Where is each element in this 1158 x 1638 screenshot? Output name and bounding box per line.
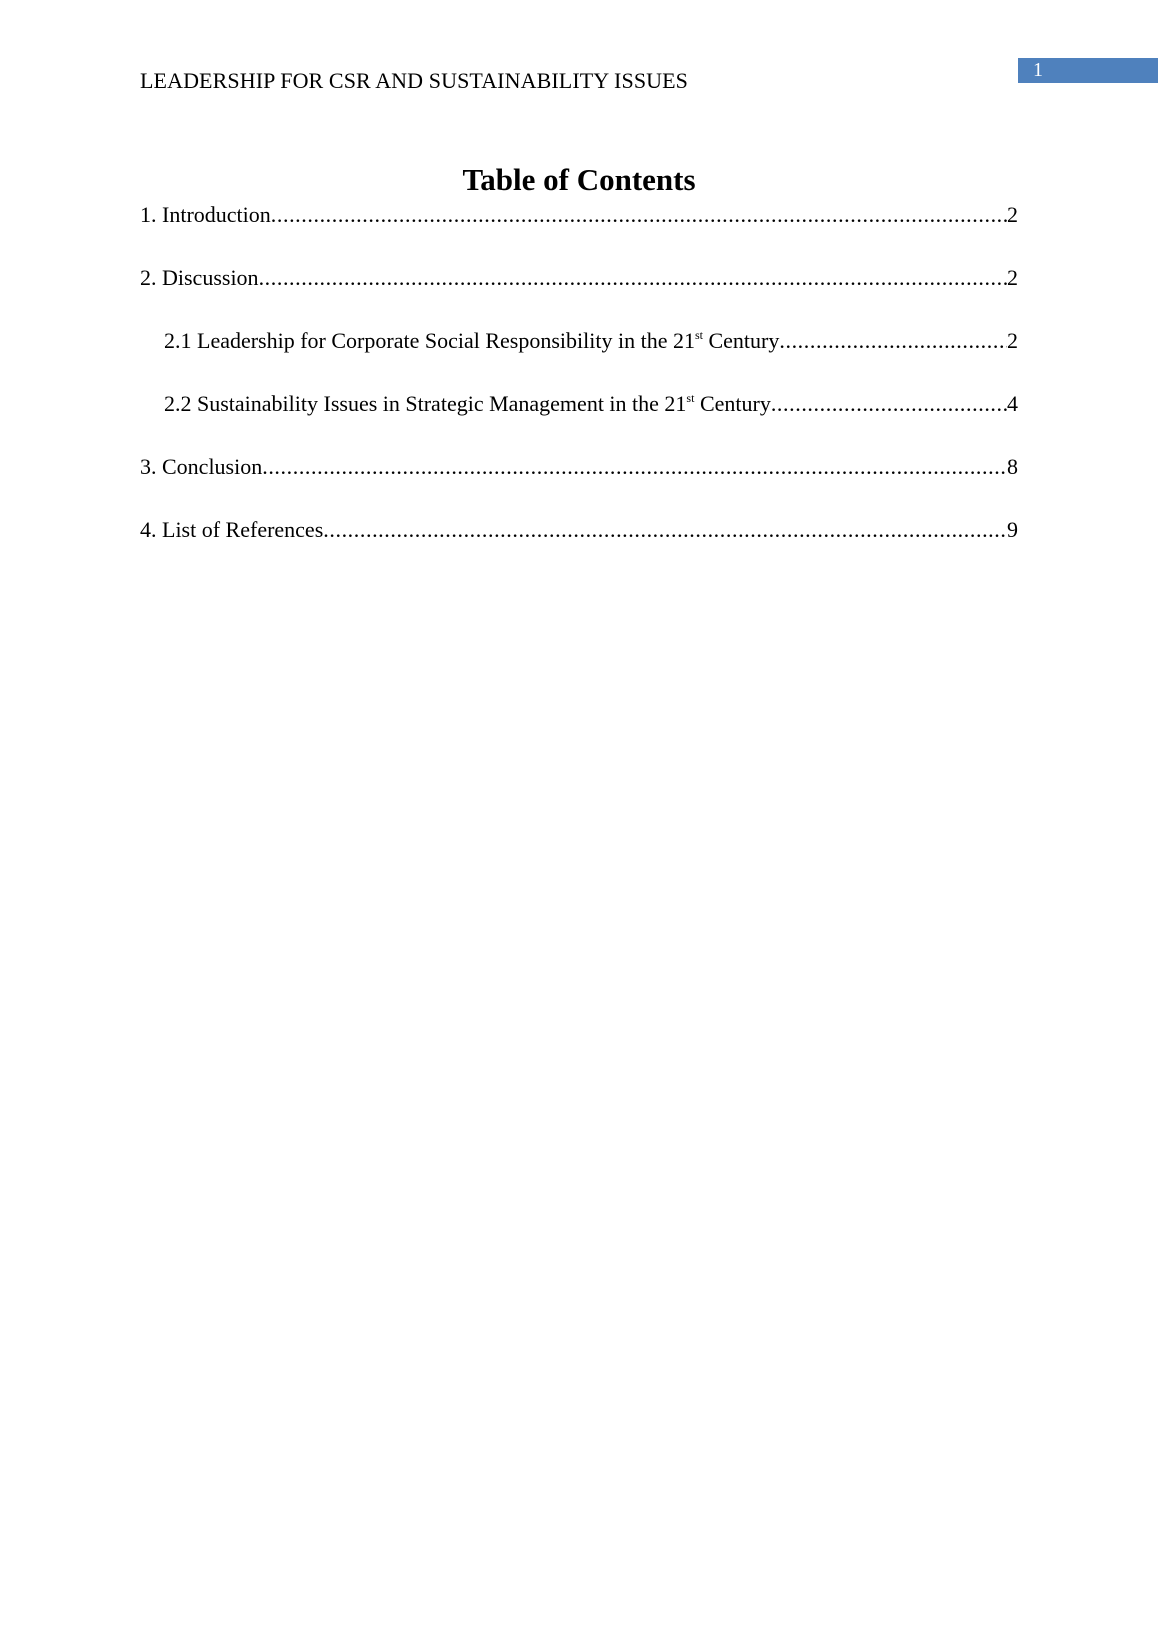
toc-entry-page: 2 xyxy=(1007,202,1018,227)
table-of-contents xyxy=(140,198,1018,576)
toc-entry-label: 1. Introduction xyxy=(140,202,271,227)
toc-entry-page: 2 xyxy=(1007,265,1018,290)
toc-entry-label-text: Century xyxy=(702,328,780,353)
toc-entry-page: 4 xyxy=(1007,391,1018,416)
toc-entry-label: 2. Discussion xyxy=(140,265,259,290)
toc-entry-page: 2 xyxy=(1007,328,1018,353)
page-number: 1 xyxy=(1018,58,1158,83)
toc-entry-page: 9 xyxy=(1007,517,1018,542)
toc-entry-introduction[interactable] xyxy=(140,198,1018,261)
toc-entry-page: 8 xyxy=(1007,454,1018,479)
toc-dot-leader xyxy=(259,261,1007,295)
toc-entry-label: 4. List of References xyxy=(140,517,324,542)
toc-entry-label-text: Century xyxy=(694,391,771,416)
toc-entry-superscript: st xyxy=(694,328,703,342)
toc-entry-superscript: st xyxy=(686,391,695,405)
toc-dot-leader xyxy=(323,513,1007,547)
toc-entry-discussion[interactable] xyxy=(140,261,1018,324)
toc-dot-leader xyxy=(271,198,1007,232)
toc-entry-label: 3. Conclusion xyxy=(140,454,263,479)
toc-entry-label xyxy=(164,324,779,358)
toc-dot-leader xyxy=(771,387,1007,421)
toc-entry-leadership-csr[interactable] xyxy=(140,324,1018,387)
toc-dot-leader xyxy=(262,450,1007,484)
running-head: LEADERSHIP FOR CSR AND SUSTAINABILITY ISSUES xyxy=(140,68,689,93)
toc-entry-label xyxy=(164,387,771,421)
toc-entry-references[interactable] xyxy=(140,513,1018,576)
toc-entry-sustainability-issues[interactable] xyxy=(140,387,1018,450)
toc-entry-label-text: 2.2 Sustainability Issues in Strategic Management in the 21 xyxy=(164,391,687,416)
toc-entry-label-text: 2.1 Leadership for Corporate Social Responsibility in the 21 xyxy=(164,328,695,353)
toc-dot-leader xyxy=(779,324,1007,358)
toc-title: Table of Contents xyxy=(462,162,696,197)
toc-entry-conclusion[interactable] xyxy=(140,450,1018,513)
